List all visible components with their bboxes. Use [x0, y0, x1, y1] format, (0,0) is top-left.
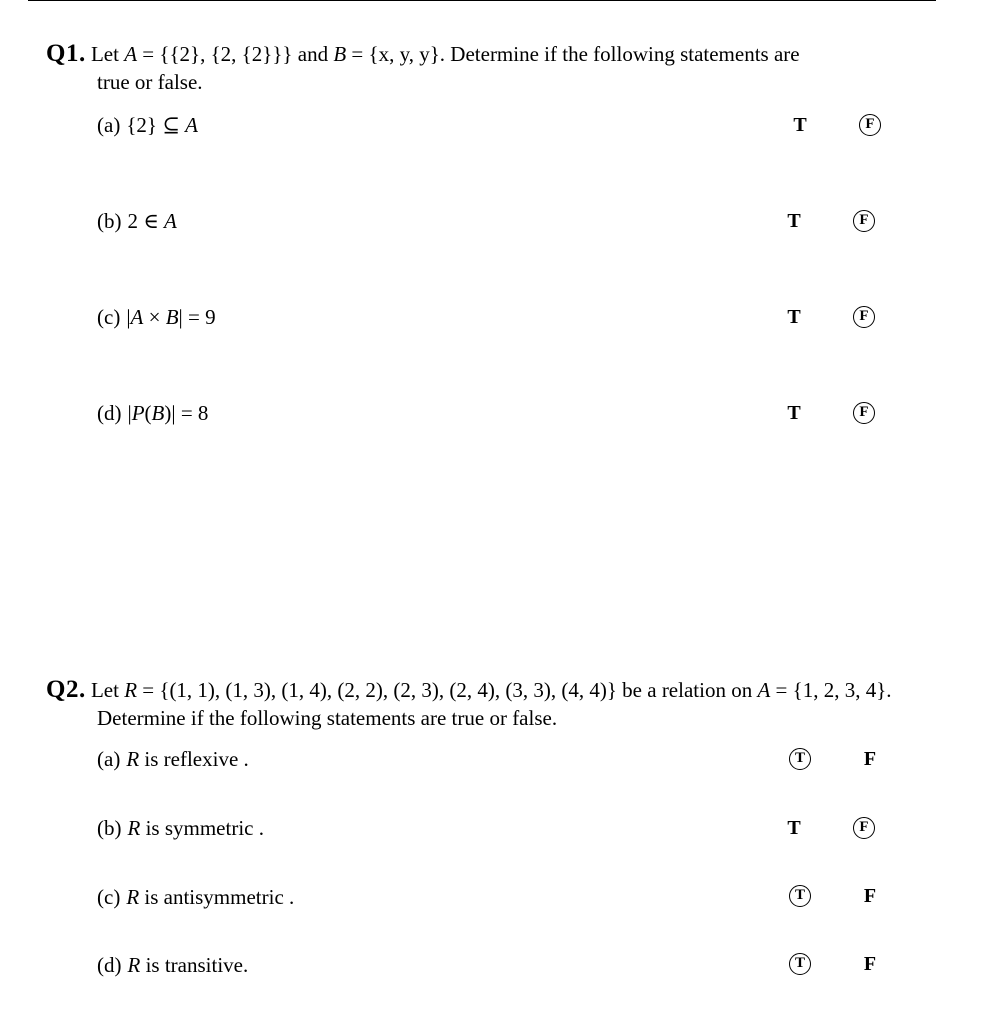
q1-a-true-option[interactable]: T	[793, 114, 807, 136]
q1-part-c-label: (c)	[97, 305, 121, 329]
q1-part-c	[97, 303, 216, 331]
q2-prompt-start: Let	[90, 678, 125, 702]
q1-prompt-line2: true or false.	[97, 70, 203, 94]
q1-part-d-label: (d)	[97, 401, 122, 425]
q1-part-d-var2: B	[151, 401, 165, 425]
q1-part-c-var2: B	[165, 305, 179, 329]
q2-a-false-option[interactable]: F	[863, 748, 877, 770]
q1-part-d-var: P	[131, 401, 145, 425]
q2-mid: be a relation on	[616, 678, 758, 702]
q1-d-false-option[interactable]: F	[853, 402, 875, 424]
q1-part-c-mid: ×	[143, 305, 166, 329]
q1-part-b	[97, 207, 177, 235]
q2-part-d-text: is transitive.	[140, 953, 249, 977]
q1-part-a-pre: {2} ⊆	[126, 113, 186, 137]
q1-b-false-option[interactable]: F	[853, 210, 875, 232]
q1-b-true-option[interactable]: T	[787, 210, 801, 232]
q2-part-c	[97, 883, 294, 911]
q1-number: Q1.	[46, 40, 86, 67]
q2-part-b-label: (b)	[97, 816, 122, 840]
top-rule	[28, 0, 936, 1]
q1-d-true-option[interactable]: T	[787, 402, 801, 424]
q2-part-c-var: R	[126, 885, 140, 909]
q2-b-true-option[interactable]: T	[787, 817, 801, 839]
q1-c-false-option[interactable]: F	[853, 306, 875, 328]
q2-part-c-label: (c)	[97, 885, 121, 909]
q2-part-b	[97, 814, 264, 842]
q1-set-a-var: A	[124, 42, 138, 66]
q1-part-a	[97, 111, 198, 139]
q2-part-b-text: is symmetric .	[140, 816, 264, 840]
q2-d-false-option[interactable]: F	[863, 953, 877, 975]
q2-a-value: = {1, 2, 3, 4}.	[770, 678, 892, 702]
q2-part-b-var: R	[127, 816, 141, 840]
q1-part-a-label: (a)	[97, 113, 121, 137]
q1-part-a-var: A	[185, 113, 198, 137]
q1-c-true-option[interactable]: T	[787, 306, 801, 328]
q1-prompt-end: . Determine if the following statements are	[439, 42, 800, 66]
q2-b-false-option[interactable]: F	[853, 817, 875, 839]
q1-part-c-post: | = 9	[178, 305, 216, 329]
q1-part-c-var: A	[130, 305, 144, 329]
q1-part-b-pre: 2 ∈	[127, 209, 165, 233]
q2-part-c-text: is antisymmetric .	[139, 885, 295, 909]
q1-mid: and	[292, 42, 334, 66]
q2-prompt	[46, 676, 966, 704]
q2-c-true-option[interactable]: T	[789, 885, 811, 907]
q2-part-a-label: (a)	[97, 747, 121, 771]
q1-part-d-pre: |	[127, 401, 132, 425]
q1-part-b-label: (b)	[97, 209, 122, 233]
q1-part-b-var: A	[164, 209, 177, 233]
q2-a-var: A	[757, 678, 771, 702]
q1-set-b-value: = {x, y, y}	[346, 42, 440, 66]
question-2	[46, 676, 966, 732]
q1-prompt-start: Let	[90, 42, 125, 66]
q2-part-d-label: (d)	[97, 953, 122, 977]
q2-part-d-var: R	[127, 953, 141, 977]
q1-part-d-post: )| = 8	[164, 401, 209, 425]
q2-part-a-var: R	[126, 747, 140, 771]
q1-prompt	[46, 40, 966, 68]
q1-a-false-option[interactable]: F	[859, 114, 881, 136]
q2-r-var: R	[124, 678, 138, 702]
q2-prompt-line2: Determine if the following statements are true or false.	[97, 706, 558, 730]
q1-part-c-pre: |	[126, 305, 131, 329]
q2-d-true-option[interactable]: T	[789, 953, 811, 975]
q2-r-value: = {(1, 1), (1, 3), (1, 4), (2, 2), (2, 3), (2, 4), (3, 3), (4, 4)}	[137, 678, 617, 702]
q2-part-a-text: is reflexive .	[139, 747, 249, 771]
q2-c-false-option[interactable]: F	[863, 885, 877, 907]
q1-set-a-value: = {{2}, {2, {2}}}	[137, 42, 293, 66]
q2-part-a	[97, 745, 249, 773]
q2-a-true-option[interactable]: T	[789, 748, 811, 770]
question-1	[46, 40, 966, 96]
q1-set-b-var: B	[333, 42, 347, 66]
q1-part-d-mid: (	[144, 401, 152, 425]
q2-number: Q2.	[46, 676, 86, 703]
q2-part-d	[97, 951, 248, 979]
q1-part-d	[97, 399, 208, 427]
